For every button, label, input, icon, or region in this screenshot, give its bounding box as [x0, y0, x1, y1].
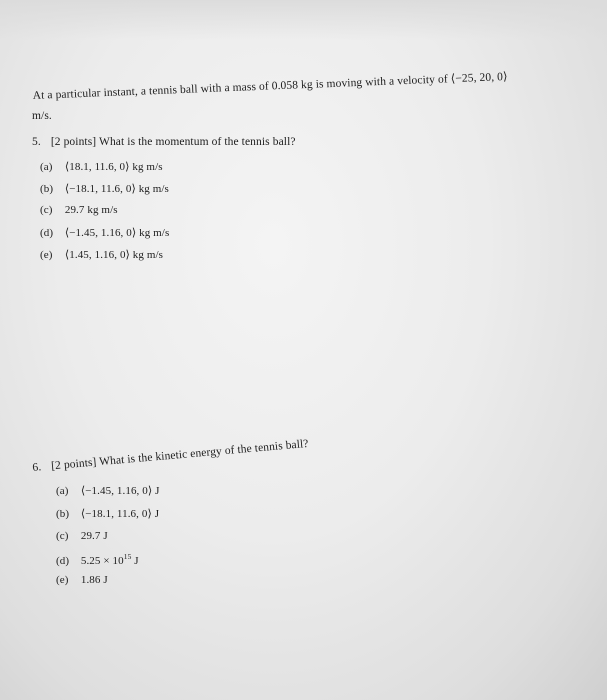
- question-5-prompt: [2 points] What is the momentum of the tennis ball?: [50, 136, 296, 148]
- q6-option-b: [56, 507, 159, 520]
- option-label: (a): [40, 161, 53, 173]
- q5-option-e: [40, 248, 163, 261]
- q5-option-d: [40, 226, 169, 239]
- option-label: (b): [56, 508, 70, 520]
- option-label: (e): [56, 574, 69, 586]
- option-text: ⟨−18.1, 11.6, 0⟩ kg m/s: [64, 183, 169, 195]
- option-label: (a): [56, 485, 69, 497]
- q6-option-a: [56, 484, 159, 497]
- q6-option-d: [56, 552, 139, 567]
- q5-option-c: [40, 204, 118, 216]
- question-5-heading: [32, 136, 296, 148]
- option-text: ⟨18.1, 11.6, 0⟩ kg m/s: [64, 161, 163, 173]
- option-text: ⟨−1.45, 1.16, 0⟩ kg m/s: [64, 227, 170, 239]
- option-text: ⟨−1.45, 1.16, 0⟩ J: [80, 485, 160, 497]
- option-text: 29.7 kg m/s: [64, 204, 118, 216]
- option-text: 29.7 J: [80, 530, 108, 542]
- option-label: (d): [56, 555, 70, 567]
- problem-intro-line-1: At a particular instant, a tennis ball with a mass of 0.058 kg is moving with a velocity of ⟨−25, 20, 0⟩: [32, 70, 508, 102]
- option-label: (c): [40, 204, 53, 216]
- option-text: ⟨−18.1, 11.6, 0⟩ J: [80, 508, 160, 520]
- problem-intro-line-2: m/s.: [32, 110, 52, 122]
- page-shadow: [0, 0, 607, 40]
- option-text-base: 5.25 × 10: [80, 555, 124, 567]
- question-6-heading: [32, 438, 309, 474]
- option-text-exponent: 15: [123, 552, 132, 561]
- option-label: (e): [40, 249, 53, 261]
- option-label: (c): [56, 530, 69, 542]
- option-text: [80, 552, 139, 567]
- question-5-number: 5.: [32, 136, 41, 148]
- option-label: (d): [40, 227, 54, 239]
- option-text: ⟨1.45, 1.16, 0⟩ kg m/s: [64, 249, 164, 261]
- option-text-unit: J: [131, 555, 139, 567]
- q5-option-b: [40, 182, 169, 195]
- option-label: (b): [40, 183, 54, 195]
- q6-option-e: [56, 574, 108, 586]
- q5-option-a: [40, 160, 163, 173]
- question-6-number: 6.: [31, 461, 42, 474]
- q6-option-c: [56, 530, 108, 542]
- option-text: 1.86 J: [80, 574, 108, 586]
- question-6-prompt: [2 points] What is the kinetic energy of the tennis ball?: [50, 437, 309, 473]
